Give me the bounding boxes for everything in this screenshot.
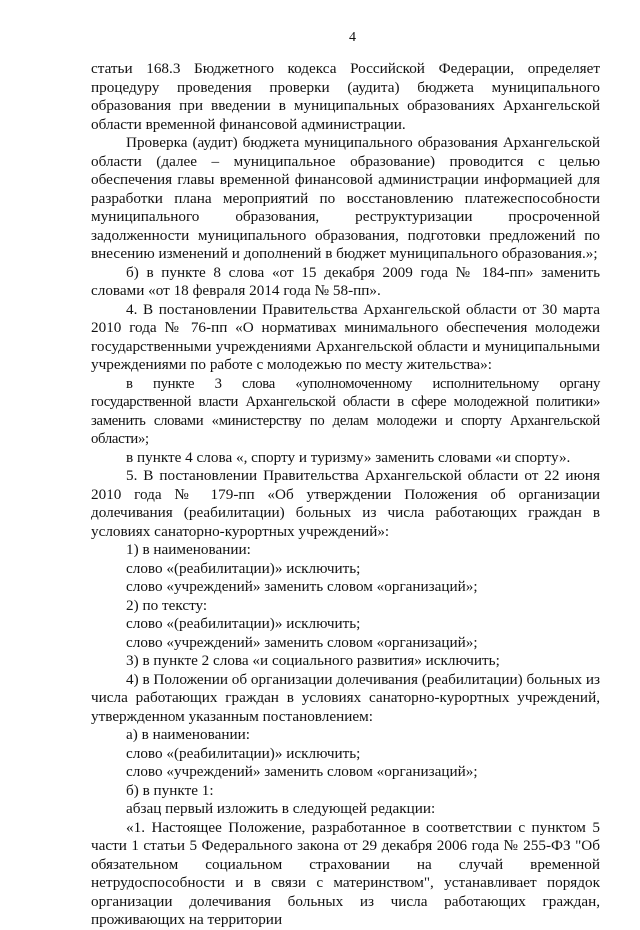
paragraph: «1. Настоящее Положение, разработанное в соответствии с пунктом 5 части 1 статьи 5 Федерального закона от 29 декабря 2006 года № 255-ФЗ "Об обязательном социальном страховании на случай временной нетрудоспособности и в связи с материнством", устанавливает порядок организации долечивания больных из числа работающих граждан, проживающих на территории [91,818,600,928]
paragraph: 5. В постановлении Правительства Архангельской области от 22 июня 2010 года № 179-пп «Об утверждении Положения об организации долечивания (реабилитации) больных из числа работающих граждан в условиях санаторно-курортных учреждений»: [91,467,600,540]
list-item: 2) по тексту: [126,596,208,614]
paragraph: статьи 168.3 Бюджетного кодекса Российской Федерации, определяет процедуру проведения проверки (аудита) бюджета муниципального образования при введении в муниципальных образованиях Архангельской области временной финансовой администрации. [91,60,600,133]
paragraph: б) в пункте 8 слова «от 15 декабря 2009 года № 184-пп» заменить словами «от 18 февраля 2014 года № 58-пп». [91,263,600,299]
paragraph: Проверка (аудит) бюджета муниципального образования Архангельской области (далее – муниципальное образование) проводится с целью обеспечения главы временной финансовой администрации информацией для разработки плана мероприятий по восстановлению платежеспособности муниципального образования, реструктуризации просроченной задолженности муниципального образования, подготовки предложений по внесению изменений и дополнений в бюджет муниципального образования.»; [91,134,600,262]
list-item: слово «учреждений» заменить словом «организаций»; [126,763,478,780]
list-item: б) в пункте 1: [126,781,214,799]
document-body [91,60,600,930]
list-item: слово «(реабилитации)» исключить; [126,559,361,577]
paragraph: 4) в Положении об организации долечивания (реабилитации) больных из числа работающих граждан в условиях санаторно-курортных учреждений, утвержденном указанным постановлением: [91,670,600,725]
list-item: слово «учреждений» заменить словом «организаций»; [126,578,478,595]
paragraph: в пункте 3 слова «уполномоченному исполнительному органу государственной власти Архангельской области в сфере молодежной политики» заменить словами «министерству по делам молодежи и спорту Архангельской области»; [91,375,600,447]
list-item: абзац первый изложить в следующей редакции: [126,800,436,817]
list-item: 1) в наименовании: [126,541,251,558]
list-item: слово «(реабилитации)» исключить; [126,744,361,762]
paragraph: в пункте 4 слова «, спорту и туризму» заменить словами «и спорту». [126,448,571,466]
list-item: 3) в пункте 2 слова «и социального развития» исключить; [126,652,500,669]
list-item: слово «учреждений» заменить словом «организаций»; [126,633,478,651]
list-item: слово «(реабилитации)» исключить; [126,615,361,632]
paragraph: 4. В постановлении Правительства Архангельской области от 30 марта 2010 года № 76-пп «О нормативах минимального обеспечения молодежи государственными учреждениями Архангельской области и муниципальными учреждениями по работе с молодежью по месту жительства»: [91,300,600,373]
page-number: 4 [349,30,356,45]
list-item: а) в наименовании: [126,726,250,743]
